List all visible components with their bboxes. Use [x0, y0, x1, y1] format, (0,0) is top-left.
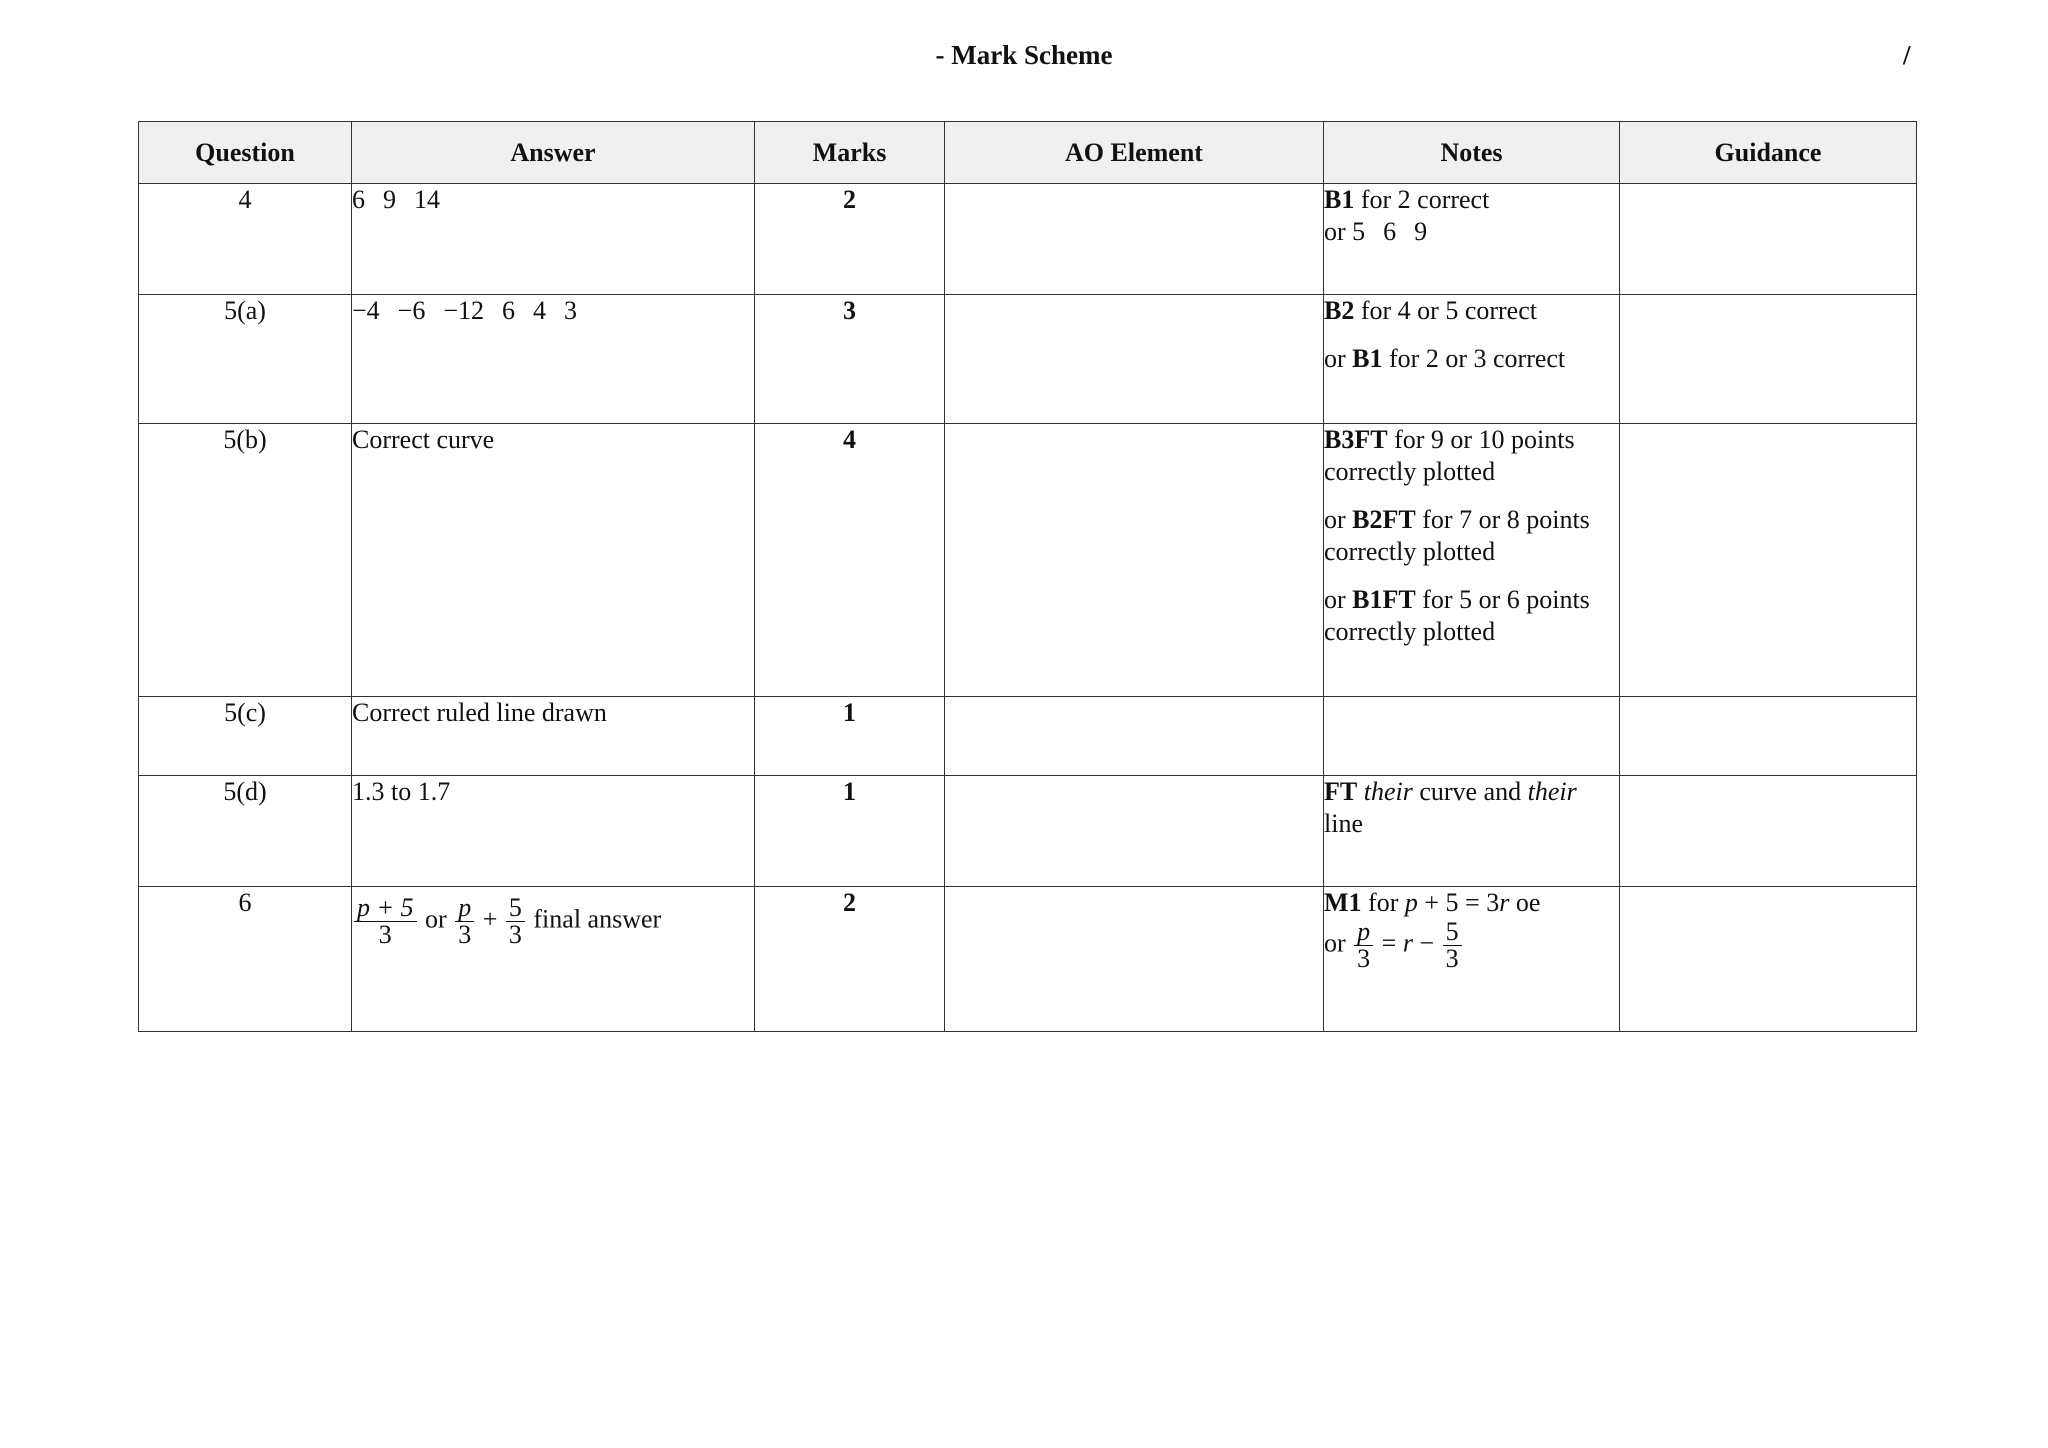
fraction-denominator: 3	[508, 920, 522, 949]
notes-cell	[1324, 697, 1620, 776]
note-text: for 4 or 5 correct	[1354, 296, 1537, 325]
fraction	[354, 895, 417, 948]
column-header-question: Question	[139, 122, 352, 184]
mark-code: M1	[1324, 888, 1362, 917]
marks-cell: 1	[755, 697, 945, 776]
column-header-answer: Answer	[352, 122, 755, 184]
answer-value: 3	[564, 296, 578, 325]
ao-element-cell	[945, 184, 1324, 295]
fraction-numerator: p + 5	[354, 895, 417, 922]
answer-text: final answer	[533, 904, 662, 934]
answer-cell	[352, 295, 755, 424]
note-text: line	[1324, 809, 1363, 838]
table-header-row	[139, 122, 1917, 184]
table-row	[139, 887, 1917, 1032]
note-text: for	[1361, 888, 1405, 917]
note-text: for 9 or 10 points correctly plotted	[1324, 425, 1575, 486]
mark-code: B2FT	[1352, 505, 1416, 534]
marks-cell: 2	[755, 887, 945, 1032]
note-text: or	[1324, 928, 1346, 958]
mark-code: B2	[1324, 296, 1355, 325]
note-text: or 5	[1324, 217, 1366, 246]
note-text: their	[1363, 777, 1413, 806]
answer-value: 4	[533, 296, 547, 325]
ao-element-cell	[945, 424, 1324, 697]
table-row	[139, 776, 1917, 887]
fraction	[1354, 919, 1373, 972]
mark-code: B1	[1324, 185, 1355, 214]
answer-cell	[352, 887, 755, 1032]
notes-cell	[1324, 184, 1620, 295]
marks-cell: 4	[755, 424, 945, 697]
table-row	[139, 184, 1917, 295]
answer-value: −4	[352, 296, 380, 325]
question-cell: 6	[139, 887, 352, 1032]
note-text: −	[1412, 928, 1441, 958]
note-text: for 2 correct	[1354, 185, 1490, 214]
ao-element-cell	[945, 887, 1324, 1032]
answer-cell: 1.3 to 1.7	[352, 776, 755, 887]
note-text: their	[1527, 777, 1577, 806]
mark-code: B1FT	[1352, 585, 1416, 614]
fraction-denominator: 3	[1445, 944, 1459, 973]
answer-cell	[352, 184, 755, 295]
ao-element-cell	[945, 776, 1324, 887]
note-text: or	[1324, 505, 1353, 534]
question-cell: 5(b)	[139, 424, 352, 697]
guidance-cell	[1620, 184, 1917, 295]
notes-cell	[1324, 295, 1620, 424]
guidance-cell	[1620, 295, 1917, 424]
table-row	[139, 697, 1917, 776]
answer-value: −6	[397, 296, 426, 325]
notes-cell	[1324, 776, 1620, 887]
answer-value: 9	[383, 185, 396, 214]
mark-code: B1	[1352, 344, 1383, 373]
guidance-cell	[1620, 697, 1917, 776]
fraction-denominator: 3	[458, 920, 472, 949]
guidance-cell	[1620, 887, 1917, 1032]
note-text: curve and	[1412, 777, 1528, 806]
fraction-denominator: 3	[378, 920, 392, 949]
note-text: for 5 or 6 points correctly plotted	[1324, 585, 1590, 646]
table-row	[139, 424, 1917, 697]
mark-scheme-table	[138, 121, 1917, 1032]
answer-cell: Correct ruled line drawn	[352, 697, 755, 776]
fraction-numerator: 5	[1443, 919, 1462, 946]
question-cell: 5(c)	[139, 697, 352, 776]
ao-element-cell	[945, 295, 1324, 424]
fraction-numerator: 5	[506, 895, 525, 922]
notes-cell	[1324, 887, 1620, 1032]
answer-value: 6	[352, 185, 365, 214]
answer-value: 14	[414, 185, 440, 214]
mark-code: B3FT	[1324, 425, 1388, 454]
notes-cell	[1324, 424, 1620, 697]
guidance-cell	[1620, 424, 1917, 697]
fraction-denominator: 3	[1357, 944, 1371, 973]
column-header-marks: Marks	[755, 122, 945, 184]
column-header-notes: Notes	[1324, 122, 1620, 184]
fraction	[455, 895, 474, 948]
answer-text: +	[482, 904, 498, 934]
fraction-numerator: p	[1354, 919, 1373, 946]
note-text: or	[1324, 344, 1353, 373]
note-value: 9	[1414, 217, 1428, 246]
note-text: r	[1402, 928, 1413, 958]
note-text: r	[1499, 888, 1510, 917]
ao-element-cell	[945, 697, 1324, 776]
column-header-guidance: Guidance	[1620, 122, 1917, 184]
page-header-mark: /	[1903, 40, 1911, 70]
note-text: =	[1375, 928, 1403, 958]
marks-cell: 2	[755, 184, 945, 295]
note-text: for 7 or 8 points correctly plotted	[1324, 505, 1590, 566]
question-cell: 4	[139, 184, 352, 295]
marks-cell: 1	[755, 776, 945, 887]
note-text: + 5 = 3	[1417, 888, 1500, 917]
question-cell: 5(a)	[139, 295, 352, 424]
answer-value: −12	[443, 296, 485, 325]
answer-cell: Correct curve	[352, 424, 755, 697]
mark-code: FT	[1324, 777, 1358, 806]
note-text: p	[1404, 888, 1418, 917]
column-header-ao-element: AO Element	[945, 122, 1324, 184]
fraction	[1443, 919, 1462, 972]
note-text: for 2 or 3 correct	[1382, 344, 1566, 373]
question-cell: 5(d)	[139, 776, 352, 887]
page-title: - Mark Scheme	[935, 40, 1113, 70]
note-text: or	[1324, 585, 1353, 614]
note-value: 6	[1383, 217, 1397, 246]
answer-value: 6	[502, 296, 516, 325]
answer-text: or	[425, 904, 447, 934]
fraction-numerator: p	[455, 895, 474, 922]
guidance-cell	[1620, 776, 1917, 887]
fraction	[506, 895, 525, 948]
marks-cell: 3	[755, 295, 945, 424]
table-row	[139, 295, 1917, 424]
note-text: oe	[1509, 888, 1541, 917]
